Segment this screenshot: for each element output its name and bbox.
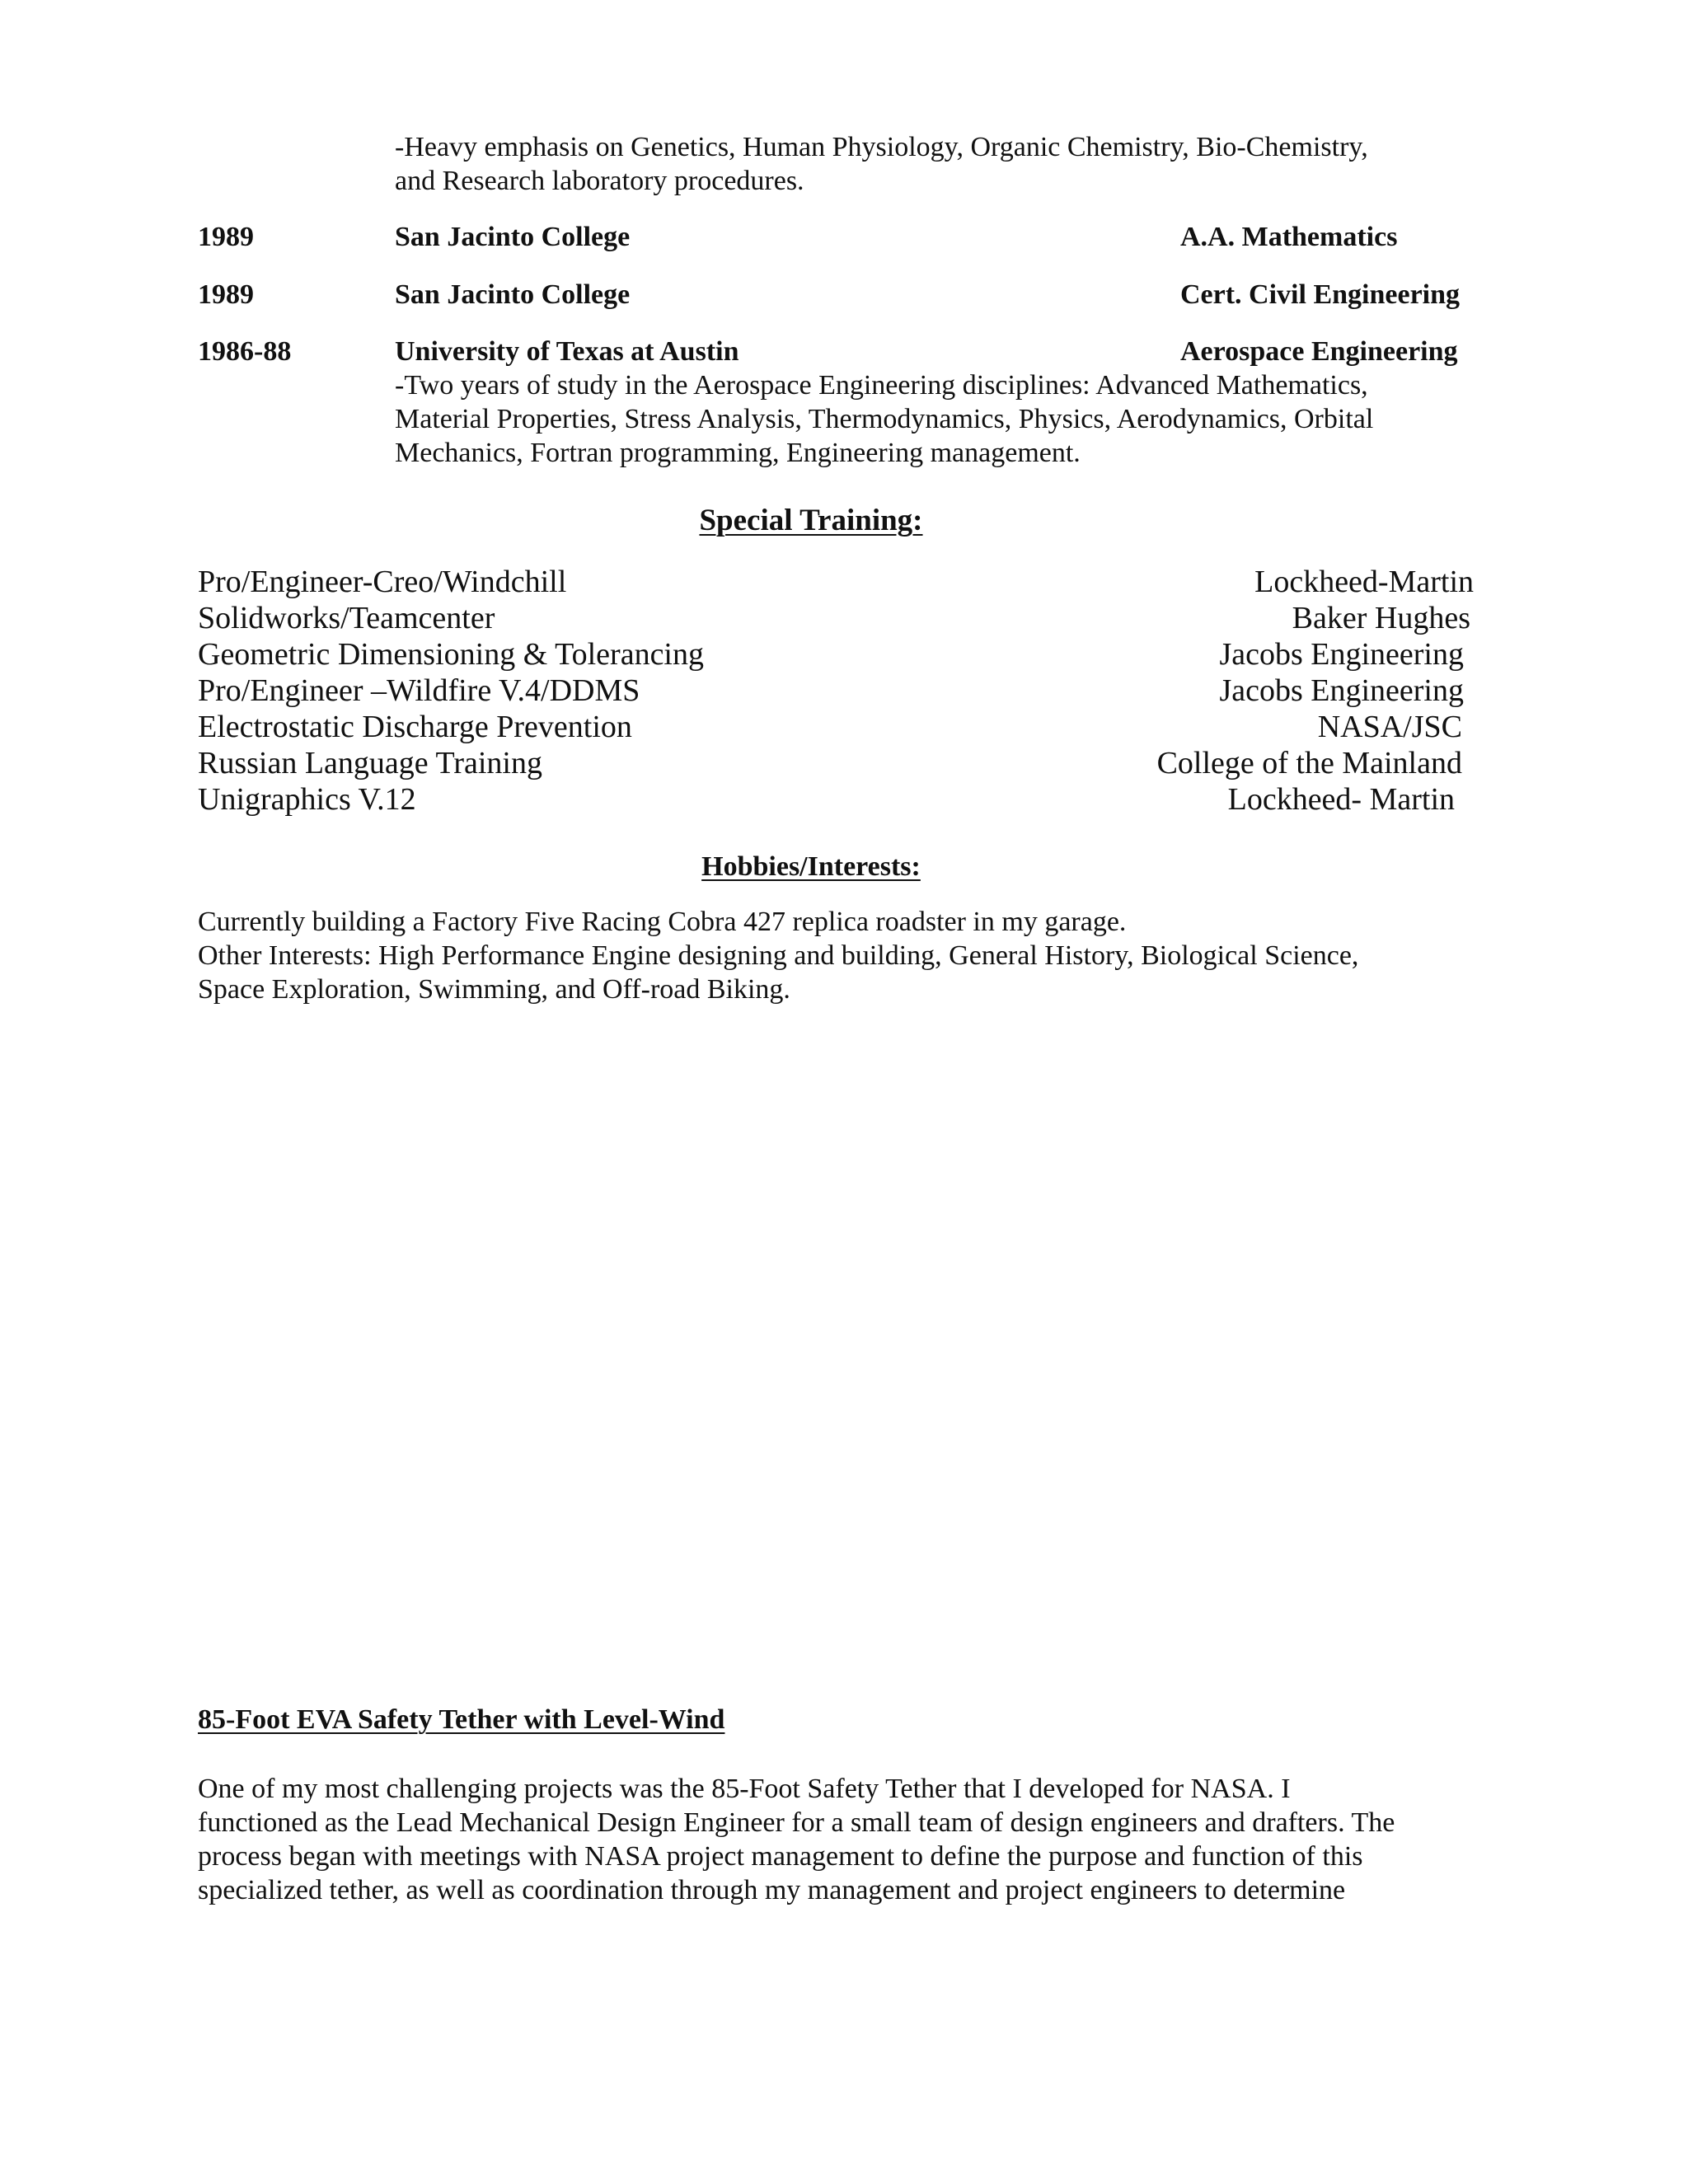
- training-provider: Jacobs Engineering: [1219, 637, 1464, 672]
- intro-note: [395, 130, 1681, 198]
- training-provider: Lockheed-Martin: [1254, 565, 1474, 599]
- education-degree: Aerospace Engineering: [1180, 336, 1458, 367]
- education-year: 1989: [198, 222, 254, 252]
- education-school: San Jacinto College: [395, 222, 631, 252]
- project-line: functioned as the Lead Mechanical Design Engineer for a small team of design engineers and drafters. The: [198, 1807, 1395, 1838]
- education-degree: Cert. Civil Engineering: [1180, 279, 1461, 310]
- education-note-line: Material Properties, Stress Analysis, Thermodynamics, Physics, Aerodynamics, Orbital: [395, 404, 1374, 434]
- training-course: Geometric Dimensioning & Tolerancing: [198, 637, 704, 672]
- training-course: Electrostatic Discharge Prevention: [198, 710, 632, 744]
- training-course: Pro/Engineer-Creo/Windchill: [198, 565, 567, 599]
- hobbies-text: [198, 905, 1484, 1006]
- training-course: Russian Language Training: [198, 746, 542, 780]
- training-course: Solidworks/Teamcenter: [198, 601, 495, 635]
- training-provider: Jacobs Engineering: [1219, 673, 1464, 708]
- hobbies-heading: Hobbies/Interests:: [701, 851, 921, 882]
- hobbies-line: Other Interests: High Performance Engine designing and building, General History, Biological Science,: [198, 940, 1359, 971]
- hobbies-line: Currently building a Factory Five Racing Cobra 427 replica roadster in my garage.: [198, 907, 1127, 937]
- education-year: 1989: [198, 279, 254, 310]
- project-line: specialized tether, as well as coordination through my management and project engineers to determine: [198, 1875, 1346, 1905]
- project-heading: 85-Foot EVA Safety Tether with Level-Wind: [198, 1704, 725, 1735]
- training-provider: College of the Mainland: [1156, 746, 1462, 780]
- education-note-line: Mechanics, Fortran programming, Engineering management.: [395, 438, 1081, 468]
- training-course: Unigraphics V.12: [198, 782, 416, 817]
- education-school: University of Texas at Austin: [395, 336, 739, 367]
- training-provider: Baker Hughes: [1292, 601, 1470, 635]
- training-course: Pro/Engineer –Wildfire V.4/DDMS: [198, 673, 640, 708]
- special-training-heading: Special Training:: [699, 504, 923, 537]
- hobbies-line: Space Exploration, Swimming, and Off-road Biking.: [198, 974, 790, 1005]
- project-line: One of my most challenging projects was the 85-Foot Safety Tether that I developed for NASA. I: [198, 1774, 1291, 1804]
- education-school: San Jacinto College: [395, 279, 631, 310]
- training-provider: Lockheed- Martin: [1227, 782, 1455, 817]
- intro-note-line: -Heavy emphasis on Genetics, Human Physiology, Organic Chemistry, Bio-Chemistry,: [395, 132, 1368, 162]
- project-line: process began with meetings with NASA project management to define the purpose and function of this: [198, 1841, 1363, 1872]
- intro-note-line: and Research laboratory procedures.: [395, 166, 804, 196]
- education-note-line: -Two years of study in the Aerospace Engineering disciplines: Advanced Mathematics,: [395, 370, 1368, 401]
- education-degree: A.A. Mathematics: [1180, 222, 1398, 252]
- project-text: [198, 1772, 1484, 1907]
- education-year: 1986-88: [198, 336, 292, 367]
- education-notes: [395, 368, 1681, 470]
- training-provider: NASA/JSC: [1317, 710, 1462, 744]
